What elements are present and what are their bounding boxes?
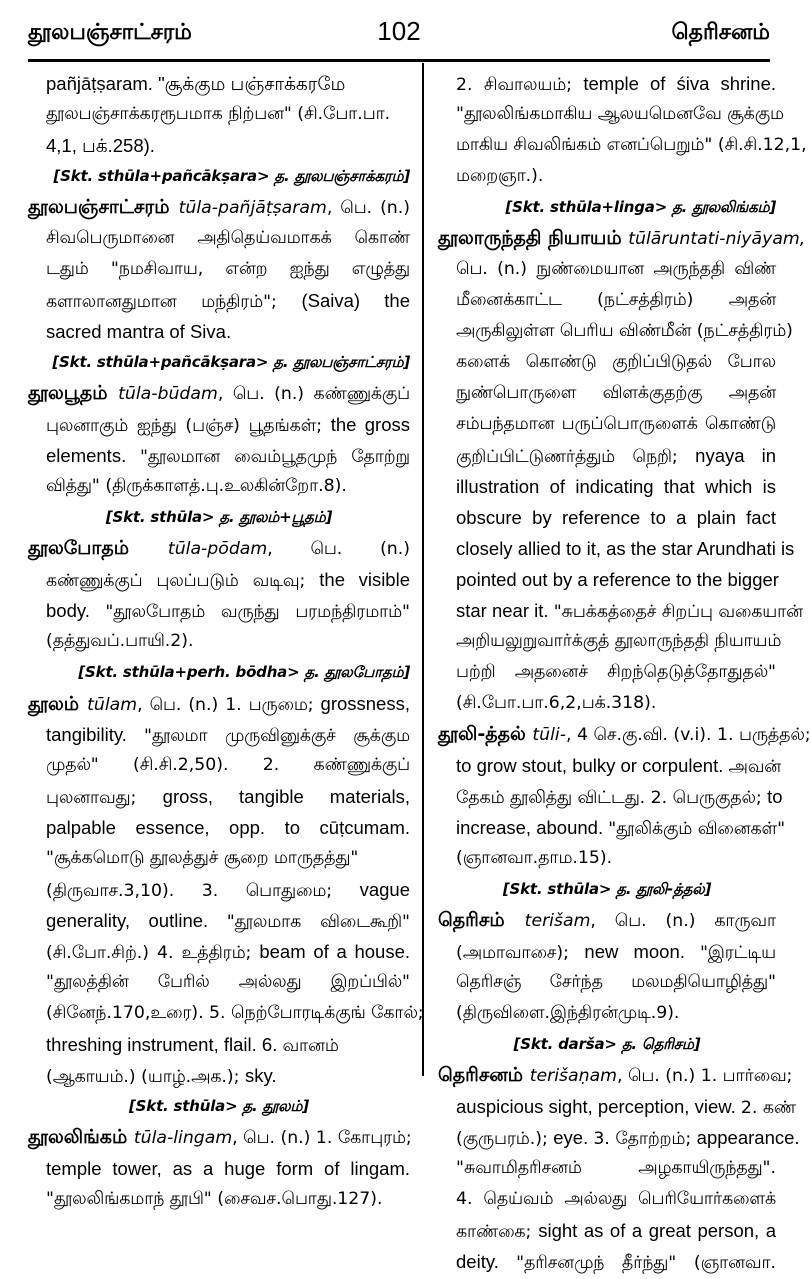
text-run: 2. கண் — [740, 1098, 796, 1118]
english-gloss: temple tower, as a huge form of lingam. — [46, 1158, 410, 1179]
headword: தூலபஞ்சாட்சரம் — [28, 196, 179, 218]
text-run: அவன் — [728, 757, 782, 777]
transliteration: tūla-būdam — [118, 384, 218, 404]
english-gloss: temple of śiva shrine. — [583, 73, 776, 94]
text-line — [438, 998, 776, 1029]
text-line — [28, 1060, 410, 1091]
english-gloss: eye. — [553, 1127, 594, 1148]
etymology-line — [28, 1091, 410, 1122]
text-line — [28, 378, 410, 409]
text-run: புலனாவது; — [46, 788, 163, 808]
text-run: [Skt. sthūla> த. தூலம்+பூதம்] — [105, 508, 333, 526]
text-line — [28, 905, 410, 936]
headword: தூலாருந்ததி நியாயம் — [438, 227, 629, 249]
text-run: புலனாகும் ஐந்து (பஞ்ச) பூதங்கள்; — [46, 416, 331, 436]
text-line — [438, 99, 784, 130]
etymology-line — [28, 161, 410, 192]
transliteration: tūlāruntati-niyāyam, — [628, 229, 806, 249]
text-run: , பெ. (n.) 1. பருமை; — [137, 695, 321, 715]
transliteration: tūla-lingam — [133, 1128, 233, 1148]
header-rule — [28, 59, 770, 62]
english-gloss: illustration of indicating that which is — [456, 476, 776, 497]
text-line — [28, 316, 410, 347]
text-line — [28, 812, 410, 843]
text-run: (சி.போ.பா.6,2,பக்.318). — [456, 693, 657, 713]
text-run: , பெ. (n.) — [326, 198, 410, 218]
text-line — [28, 564, 410, 595]
text-run: அருகிலுள்ள பெரிய விண்மீன் (நட்சத்திரம்) — [456, 321, 793, 341]
headword: தூலபூதம் — [28, 382, 119, 404]
english-gloss: star near it. — [456, 600, 554, 621]
text-run: (திருவிளை.இந்திரன்முடி.9). — [456, 1003, 680, 1023]
text-line — [28, 533, 410, 564]
text-run: [Skt. sthūla+linga> த. தூலலிங்கம்] — [505, 198, 776, 216]
text-line — [438, 905, 776, 936]
text-run: , 4 செ.கு.வி. (v.i). 1. பருத்தல்; — [565, 725, 811, 745]
text-line — [438, 161, 776, 192]
english-gloss: gross, tangible materials, — [162, 786, 410, 807]
text-line — [438, 254, 776, 285]
headword: தூலபோதம் — [28, 537, 168, 559]
text-run: , பெ. (n.) கண்ணுக்குப் — [217, 384, 411, 404]
text-line — [28, 471, 410, 502]
text-line — [28, 936, 410, 967]
english-gloss: sky. — [244, 1065, 277, 1086]
english-gloss: deity. — [456, 1251, 517, 1272]
text-run: "தூலிக்கும் வினைகள்" — [608, 819, 786, 839]
english-gloss: sight as of a great person, a — [538, 1220, 777, 1241]
english-gloss: the visible — [319, 569, 410, 590]
text-line — [28, 285, 410, 316]
column-divider — [422, 63, 424, 1076]
text-line — [438, 1122, 800, 1153]
english-gloss: closely allied to it, as the star Arundhati is — [456, 538, 795, 559]
text-line — [438, 1246, 776, 1277]
text-line — [438, 223, 806, 254]
headword: தெரிசனம் — [438, 1064, 530, 1086]
text-line — [438, 1184, 776, 1215]
text-run: மீனைக்காட்ட (நட்சத்திரம்) அதன் — [456, 290, 776, 310]
english-gloss: auspicious sight, perception, view. — [456, 1096, 741, 1117]
text-line — [28, 130, 410, 161]
english-gloss: beam of a house. — [259, 941, 410, 962]
page-number: 102 — [377, 16, 421, 46]
text-line — [438, 812, 786, 843]
text-line — [28, 223, 410, 254]
text-line — [28, 688, 410, 719]
text-line — [28, 1184, 410, 1215]
left-column — [28, 68, 424, 1215]
english-gloss: tangibility. — [46, 724, 145, 745]
text-run: [Skt. darša> த. தெரிசம்] — [513, 1035, 701, 1053]
english-gloss: threshing instrument, flail. 6. — [46, 1034, 283, 1055]
etymology-line — [28, 347, 410, 378]
english-gloss: body. — [46, 600, 106, 621]
text-line — [438, 1091, 796, 1122]
headword: தூலம் — [28, 693, 88, 715]
text-line — [28, 99, 410, 130]
text-line — [28, 750, 410, 781]
text-line — [28, 1029, 410, 1060]
english-gloss: elements. — [46, 445, 140, 466]
english-gloss: nyaya in — [695, 445, 777, 466]
english-gloss: to grow stout, bulky or corpulent. — [456, 755, 729, 776]
etymology-line — [438, 874, 776, 905]
header-right-guideword: தெரிசனம் — [671, 20, 770, 45]
text-line — [438, 316, 793, 347]
english-gloss: pañjāṭṣaram. "சூக்கும பஞ்சாக்கரமே — [46, 73, 346, 94]
english-gloss: obscure by reference to a plain fact — [456, 507, 776, 528]
header-left-guideword: தூலபஞ்சாட்சரம் — [28, 20, 192, 45]
text-line — [28, 874, 410, 905]
transliteration: tūlam — [87, 695, 138, 715]
text-run: "தூலலிங்கமாந் தூபி" (சைவச.பொது.127). — [46, 1189, 383, 1209]
text-run: , பெ. (n.) 1. கோபுரம்; — [232, 1128, 412, 1148]
text-line — [28, 967, 410, 998]
english-gloss: vague — [359, 879, 410, 900]
text-run: (சினேந்.170,உரை). 5. நெற்போரடிக்குங் கோல்; — [46, 1003, 424, 1023]
english-gloss: generality, outline. — [46, 910, 227, 931]
text-run: "தூலமாக விடைகூறி" — [226, 912, 410, 932]
headword: தூலி-த்தல் — [438, 723, 533, 745]
text-run: [Skt. sthūla> த. தூலி-த்தல்] — [502, 880, 712, 898]
text-run: (ஞானவா.தாம.15). — [456, 848, 613, 868]
text-run: டதும் "நமசிவாய, என்ற ஐந்து எழுத்து — [46, 259, 410, 279]
english-gloss: to — [767, 786, 783, 807]
text-line — [28, 595, 410, 626]
text-run: களைக் கொண்டு குறிப்பிடுதல் போல — [456, 352, 776, 372]
english-gloss: 4,1, பக்.258). — [46, 135, 155, 156]
text-line — [438, 688, 776, 719]
text-run: அறியலுறுவார்க்குத் தூலாருந்ததி நியாயம் — [456, 631, 782, 651]
english-gloss: appearance. — [696, 1127, 800, 1148]
text-run: "தரிசனமுந் தீர்ந்து" (ஞானவா. — [516, 1253, 776, 1273]
text-run: , பெ. (n.) — [267, 539, 410, 559]
headword: தெரிசம் — [438, 909, 525, 931]
english-gloss: new moon. — [584, 941, 700, 962]
etymology-line — [28, 502, 410, 533]
text-line — [28, 440, 410, 471]
text-run: மறைஞா.). — [456, 166, 544, 186]
text-line — [438, 595, 803, 626]
text-run: "தூலத்தின் பேரில் அல்லது இறப்பில்" — [46, 972, 410, 992]
text-run: குறிப்பிட்டுணர்த்தும் நெறி; — [456, 447, 696, 467]
text-line — [438, 68, 776, 99]
text-run: மாகிய சிவலிங்கம் எனப்பெறும்" (சி.சி.12,1, — [456, 135, 807, 155]
right-column — [438, 68, 811, 1277]
text-run: களாலானதுமான மந்திரம்"; — [46, 292, 302, 312]
english-gloss: pointed out by a reference to the bigger — [456, 569, 779, 590]
english-gloss: the gross — [330, 414, 410, 435]
text-run: கண்ணுக்குப் புலப்படும் வடிவு; — [46, 571, 320, 591]
english-gloss: grossness, — [320, 693, 410, 714]
text-run: தெரிசஞ் சேர்ந்த மலமதியொழித்து" — [456, 972, 776, 992]
text-run: (அமாவாசை); — [456, 943, 585, 963]
text-run: நுண்பொருளை விளக்குதற்கு அதன் — [456, 383, 776, 403]
headword: தூலலிங்கம் — [28, 1126, 134, 1148]
text-run: "சுவாமிதரிசனம் அழகாயிருந்தது". — [456, 1158, 776, 1178]
english-gloss: sacred mantra of Siva. — [46, 321, 232, 342]
text-line — [438, 936, 776, 967]
text-run: "தூலபோதம் வருந்து பரமந்திரமாம்" — [105, 602, 410, 622]
text-run: வித்து" (திருக்காளத்.பு.உலகின்றோ.8). — [46, 476, 347, 496]
text-run: தூலபஞ்சாக்கரரூபமாக நிற்பன" (சி.போ.பா. — [46, 104, 391, 124]
transliteration: terišam — [524, 911, 591, 931]
text-line — [438, 130, 807, 161]
text-line — [438, 1153, 776, 1184]
english-gloss: increase, abound. — [456, 817, 609, 838]
text-line — [438, 626, 782, 657]
text-line — [28, 192, 410, 223]
text-line — [28, 781, 410, 812]
text-run: முதல்" (சி.சி.2,50). 2. கண்ணுக்குப் — [46, 755, 410, 775]
text-run: "தூலமான வைம்பூதமுந் தோற்று — [139, 447, 410, 467]
text-run: பற்றி அதனைச் சிறந்தெடுத்தோதுதல்" — [456, 662, 776, 682]
text-run: 2. சிவாலயம்; — [456, 75, 584, 95]
text-line — [438, 533, 795, 564]
text-line — [28, 626, 410, 657]
text-run: பெ. (n.) நுண்மையான அருந்ததி விண் — [456, 259, 776, 279]
text-run: காண்கை; — [456, 1222, 539, 1242]
transliteration: tūla-pañjāṭṣaram — [178, 198, 327, 218]
text-line — [438, 781, 783, 812]
text-line — [438, 285, 776, 316]
text-run: "தூலமா முருவினுக்குச் சூக்கும — [144, 726, 410, 746]
text-run: (குருபரம்.); — [456, 1129, 554, 1149]
text-run: "சுபக்கத்தைச் சிறப்பு வகையான் — [553, 602, 803, 622]
text-run: [Skt. sthūla+pañcākṣara> த. தூலபஞ்சாக்கரம்] — [53, 167, 410, 185]
transliteration: tūla-pōdam — [167, 539, 268, 559]
transliteration: tūli- — [532, 725, 566, 745]
text-run: 3. தோற்றம்; — [593, 1129, 697, 1149]
text-line — [28, 1153, 410, 1184]
text-line — [438, 440, 776, 471]
text-line — [438, 409, 776, 440]
page-header — [28, 12, 770, 56]
text-run: (சி.போ.சிற்.) 4. உத்திரம்; — [46, 943, 260, 963]
text-line — [438, 657, 776, 688]
text-line — [438, 843, 776, 874]
text-line — [28, 843, 410, 874]
text-line — [438, 1060, 793, 1091]
text-run: சம்பந்தமான பருப்பொருளைக் கொண்டு — [456, 414, 776, 434]
text-run: (தத்துவப்.பாயி.2). — [46, 631, 194, 651]
text-line — [28, 254, 410, 285]
text-line — [28, 409, 410, 440]
etymology-line — [28, 657, 410, 688]
text-line — [28, 719, 410, 750]
text-run: தேகம் தூலித்து விட்டது. 2. பெருகுதல்; — [456, 788, 768, 808]
text-run: வானம் — [282, 1036, 339, 1056]
text-run: "தூலலிங்கமாகிய ஆலயமெனவே சூக்கும — [456, 104, 784, 124]
text-run: [Skt. sthūla> த. தூலம்] — [129, 1097, 309, 1115]
text-run: [Skt. sthūla+pañcākṣara> த. தூலபஞ்சாட்சரம்] — [52, 353, 410, 371]
text-line — [438, 750, 782, 781]
english-gloss: (Saiva) the — [301, 290, 410, 311]
text-run: "சூக்கமொடு தூலத்துச் சூறை மாருதத்து" — [46, 848, 359, 868]
text-line — [438, 564, 779, 595]
text-run: (ஆகாயம்.) (யாழ்.அக.); — [46, 1067, 245, 1087]
text-line — [28, 1122, 410, 1153]
text-line — [438, 719, 811, 750]
text-run: , பெ. (n.) 1. பார்வை; — [617, 1066, 793, 1086]
text-run: , பெ. (n.) காருவா — [590, 911, 777, 931]
text-line — [28, 998, 424, 1029]
text-line — [438, 378, 776, 409]
text-line — [438, 502, 776, 533]
text-run: "இரட்டிய — [699, 943, 776, 963]
text-run: சிவபெருமானை அதிதெய்வமாகக் கொண் — [46, 228, 410, 248]
english-gloss: palpable essence, opp. to cūṭcumam. — [46, 817, 410, 838]
text-line — [438, 967, 776, 998]
text-run: (திருவாச.3,10). 3. பொதுமை; — [46, 881, 360, 901]
text-line — [438, 1215, 776, 1246]
transliteration: terišaṇam — [529, 1066, 617, 1086]
etymology-line — [438, 1029, 776, 1060]
text-line — [438, 347, 776, 378]
text-line — [28, 68, 410, 99]
text-run: 4. தெய்வம் அல்லது பெரியோர்களைக் — [456, 1189, 776, 1209]
text-line — [438, 471, 776, 502]
etymology-line — [438, 192, 776, 223]
text-run: [Skt. sthūla+perh. bōdha> த. தூலபோதம்] — [78, 663, 410, 681]
